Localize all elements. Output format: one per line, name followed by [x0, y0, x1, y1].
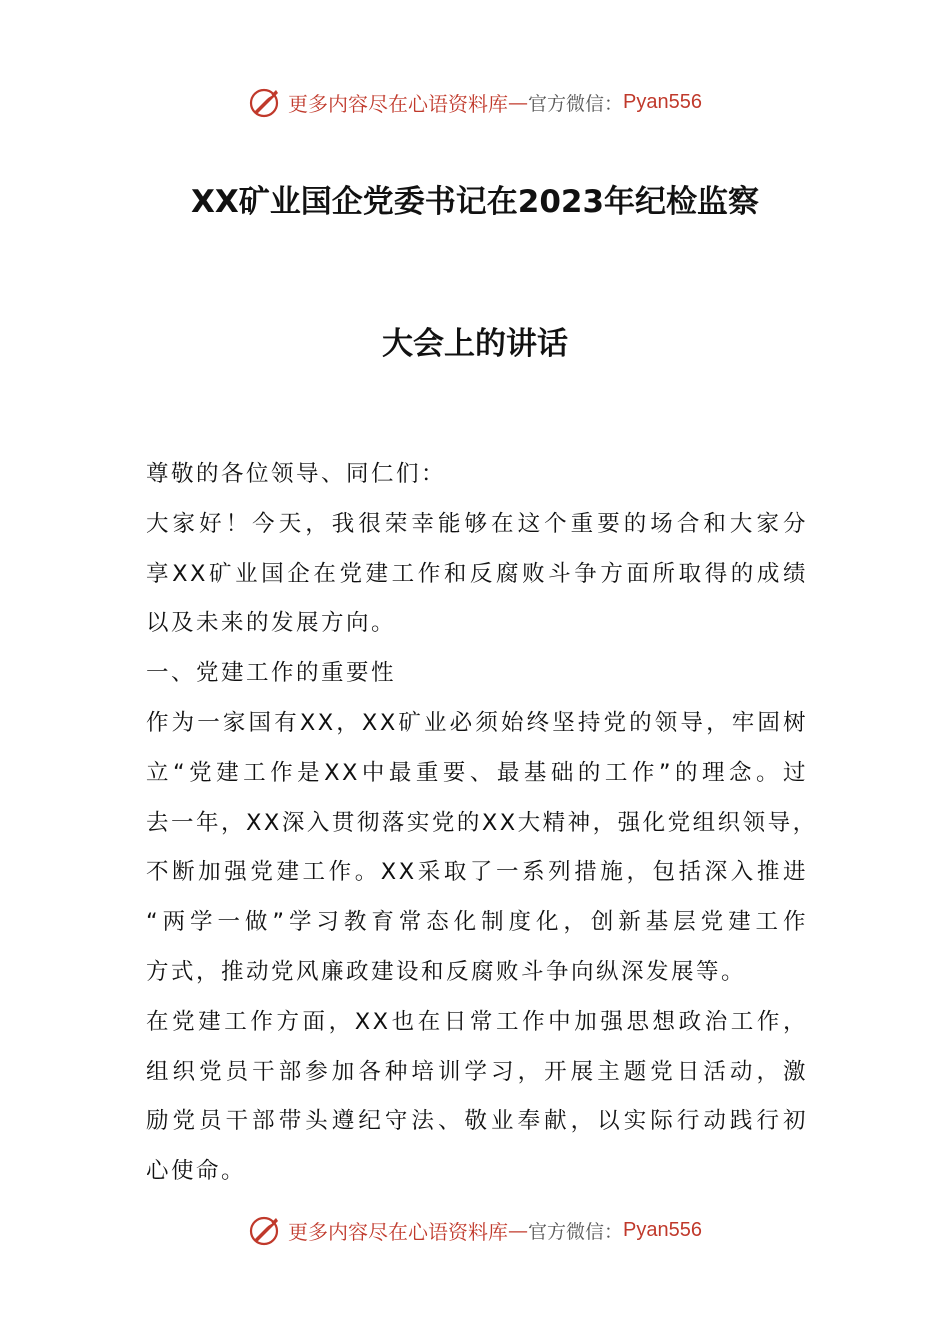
document-title-line-2: 大会上的讲话	[382, 326, 568, 362]
body-line: 励党员干部带头遵纪守法、敬业奉献，以实际行动践行初	[146, 1108, 808, 1135]
body-line: 大家好！今天，我很荣幸能够在这个重要的场合和大家分	[146, 510, 808, 537]
quill-pen-logo-icon	[248, 85, 282, 119]
banner-brand-text: 更多内容尽在心语资料库	[288, 91, 508, 116]
body-line: 心使命。	[146, 1158, 247, 1185]
body-line: “两学一做”学习教育常态化制度化，创新基层党建工作	[146, 909, 808, 936]
footer-watermark-banner	[0, 1210, 950, 1250]
body-line: 在党建工作方面，XX也在日常工作中加强思想政治工作，	[146, 1008, 808, 1035]
body-line: 去一年，XX深入贯彻落实党的XX大精神，强化党组织领导，	[146, 809, 818, 836]
banner-separator: —	[508, 1218, 528, 1242]
banner-brand-text: 更多内容尽在心语资料库	[288, 1219, 508, 1244]
header-watermark-banner	[0, 82, 950, 122]
document-body	[146, 450, 818, 1197]
body-line: 作为一家国有XX，XX矿业必须始终坚持党的领导，牢固树	[146, 709, 808, 736]
body-line: 以及未来的发展方向。	[146, 610, 397, 637]
banner-separator: —	[508, 90, 528, 114]
body-line: 尊敬的各位领导、同仁们：	[146, 461, 447, 487]
body-line: 组织党员干部参加各种培训学习，开展主题党日活动，激	[146, 1058, 808, 1085]
banner-wechat-label: 官方微信：	[528, 92, 624, 115]
body-line: 立“党建工作是XX中最重要、最基础的工作”的理念。过	[146, 759, 808, 786]
quill-pen-logo-icon	[248, 1213, 282, 1247]
body-line: 方式，推动党风廉政建设和反腐败斗争向纵深发展等。	[146, 958, 747, 985]
document-title-line-1: XX矿业国企党委书记在2023年纪检监察	[190, 184, 760, 220]
banner-wechat-id: Pyan556	[623, 1218, 702, 1241]
body-line: 享XX矿业国企在党建工作和反腐败斗争方面所取得的成绩	[146, 560, 808, 587]
body-line: 一、党建工作的重要性	[146, 660, 397, 687]
banner-wechat-label: 官方微信：	[528, 1220, 624, 1243]
banner-wechat-id: Pyan556	[623, 90, 702, 113]
body-line: 不断加强党建工作。XX采取了一系列措施，包括深入推进	[146, 859, 808, 886]
